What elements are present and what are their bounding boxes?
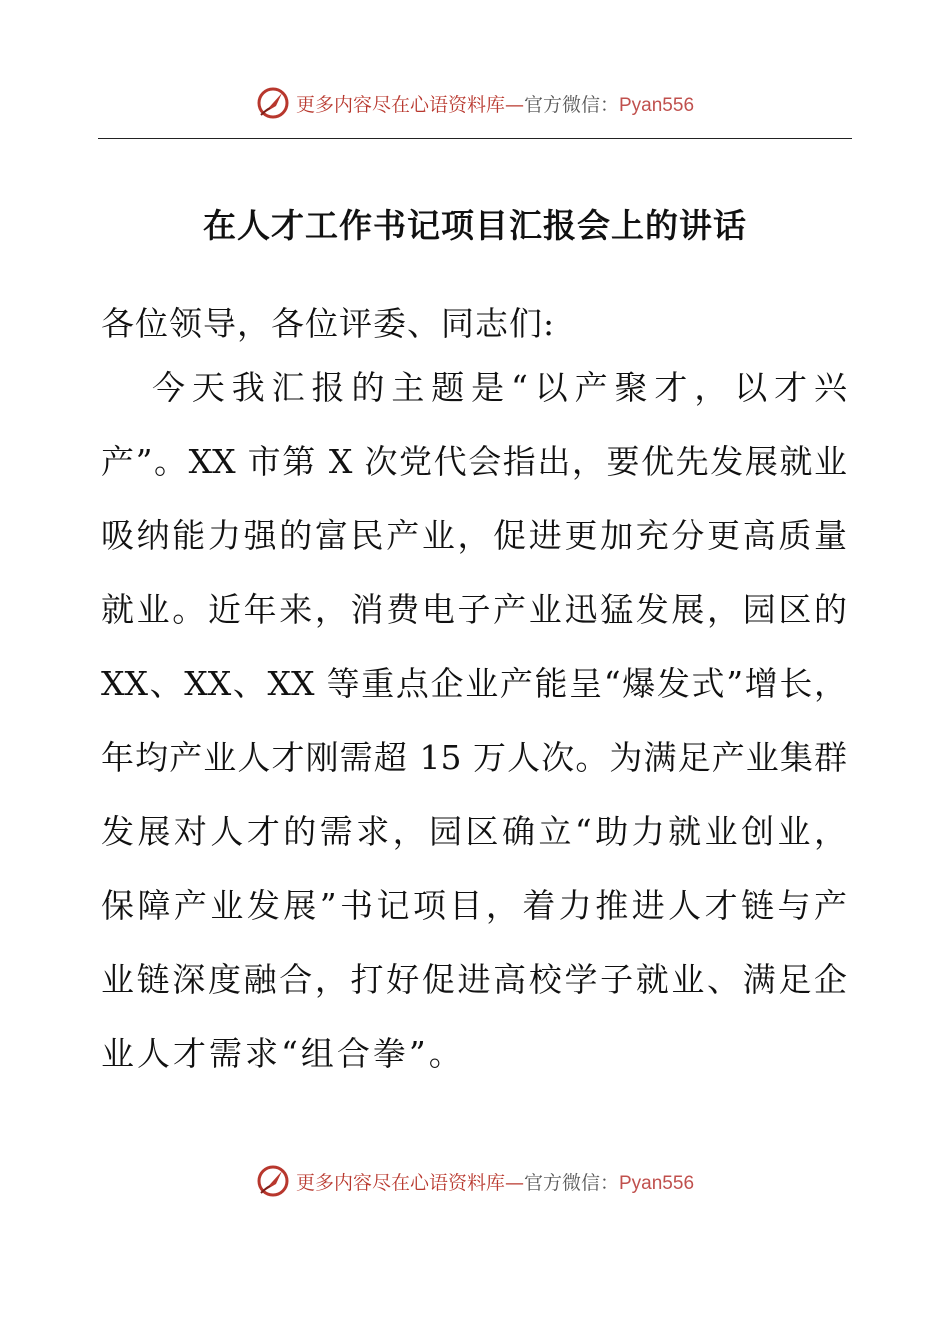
paragraph-line: 业链深度融合，打好促进高校学子就业、满足企: [101, 960, 847, 999]
banner-official-text: 官方微信：: [523, 93, 619, 116]
paragraph-line: 业人才需求“组合拳”。: [101, 1034, 465, 1073]
quill-logo-icon: [256, 86, 290, 120]
paragraph-line: 今天我汇报的主题是“以产聚才，以才兴: [152, 368, 847, 407]
footer-banner-text: [296, 1168, 694, 1195]
banner-dash: —: [504, 1171, 524, 1194]
banner-dash: —: [504, 93, 524, 116]
paragraph-line: 就业。近年来，消费电子产业迅猛发展，园区的: [101, 590, 847, 629]
salutation: 各位领导，各位评委、同志们:: [101, 304, 556, 343]
quill-logo-icon: [256, 1164, 290, 1198]
paragraph-line: XX、XX、XX 等重点企业产能呈“爆发式”增长，: [101, 664, 847, 703]
banner-wechat-id: Pyan556: [619, 1172, 695, 1194]
document-title: 在人才工作书记项目汇报会上的讲话: [203, 206, 747, 245]
banner-main-text: 更多内容尽在心语资料库: [295, 93, 505, 116]
header-banner-text: [296, 90, 694, 117]
footer-banner: [0, 1164, 950, 1198]
header-divider: [98, 138, 852, 139]
paragraph-line: 吸纳能力强的富民产业，促进更加充分更高质量: [101, 516, 847, 555]
paragraph-line: 发展对人才的需求，园区确立“助力就业创业，: [101, 812, 847, 851]
paragraph-line: 年均产业人才刚需超 15 万人次。为满足产业集群: [101, 738, 847, 777]
banner-official-text: 官方微信：: [523, 1171, 619, 1194]
banner-main-text: 更多内容尽在心语资料库: [295, 1171, 505, 1194]
paragraph-line: 保障产业发展”书记项目，着力推进人才链与产: [101, 886, 847, 925]
paragraph-line: 产”。XX 市第 X 次党代会指出，要优先发展就业: [101, 442, 847, 481]
banner-wechat-id: Pyan556: [619, 94, 695, 116]
header-banner: [0, 86, 950, 120]
